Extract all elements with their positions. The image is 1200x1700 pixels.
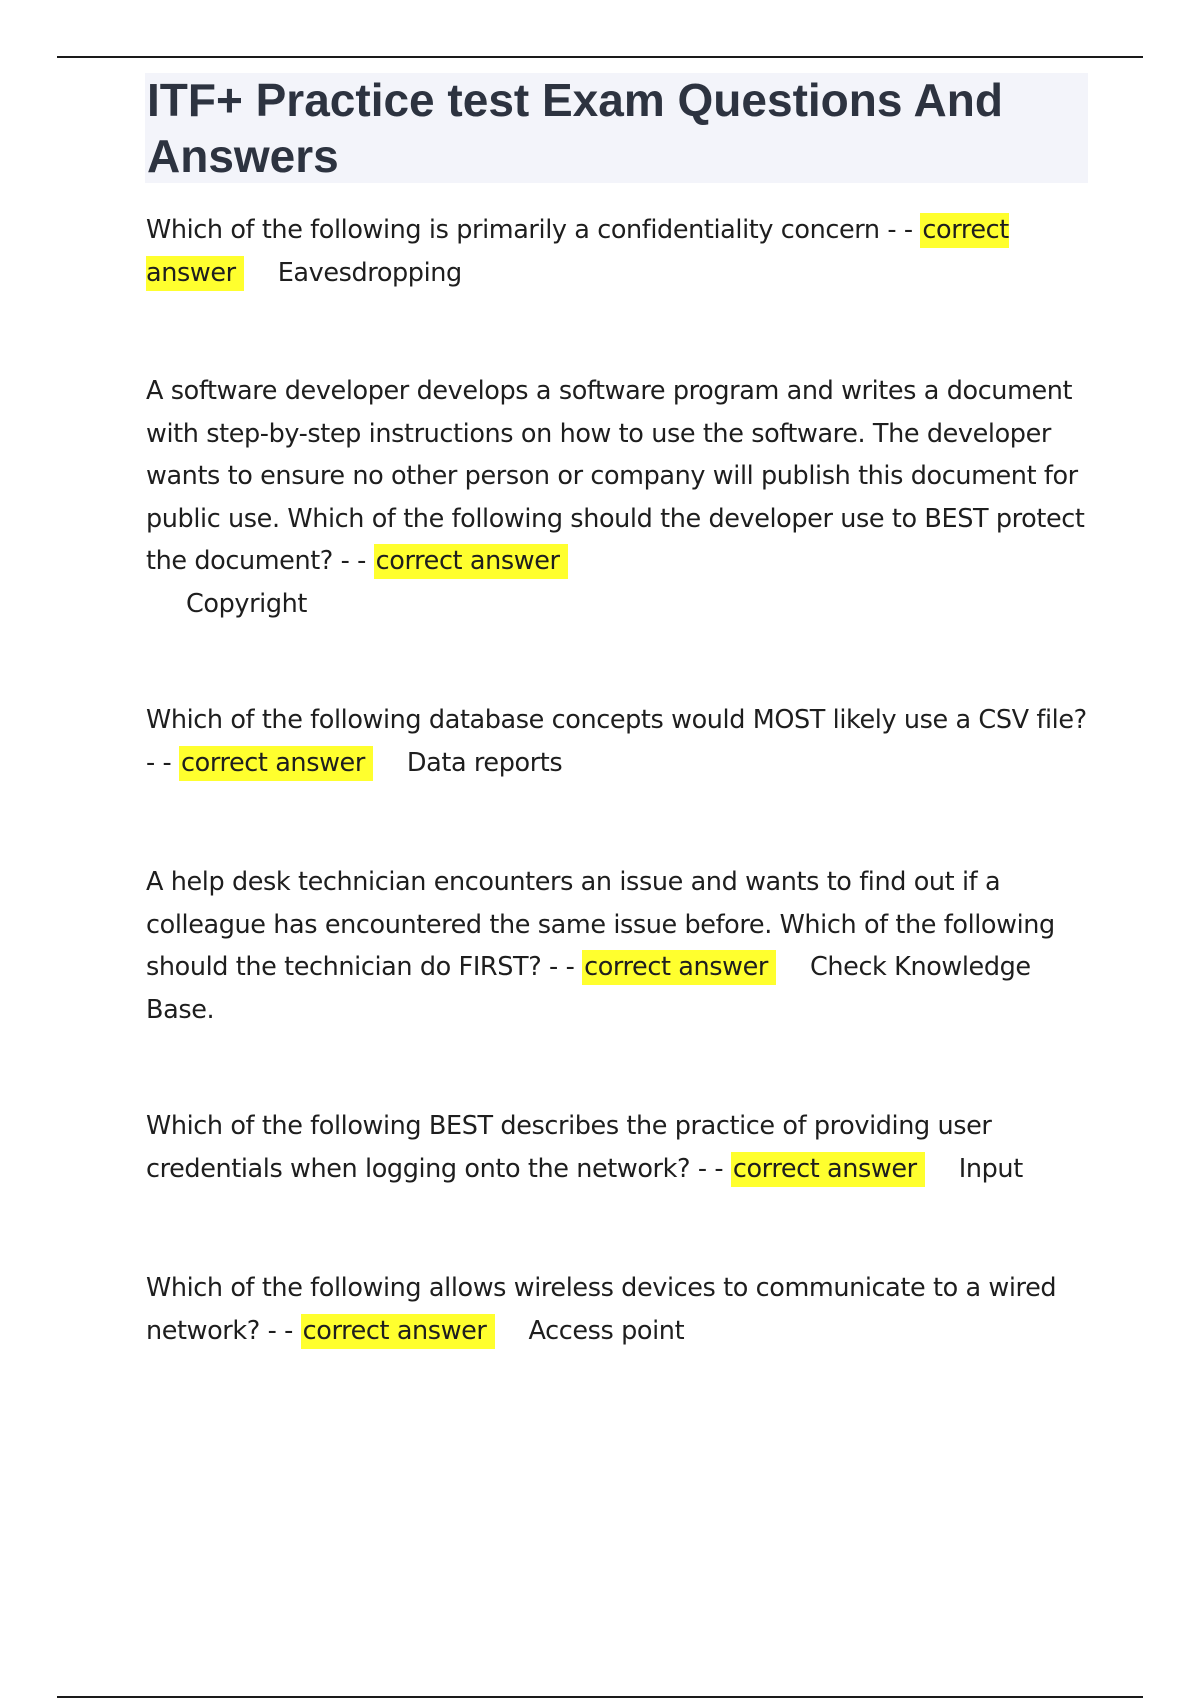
answer-text: Copyright xyxy=(186,588,307,619)
qa-item-5 xyxy=(146,1105,1096,1190)
question-text: Which of the following BEST describes the practice of providing user credentials when logging onto the network? - - xyxy=(146,1111,992,1184)
question-text: A help desk technician encounters an issue and wants to find out if a colleague has encountered the same issue before. Which of the following should the technician do FIRST? - - xyxy=(146,867,1055,982)
answer-text: Check Knowledge Base. xyxy=(146,952,1031,1025)
question-text: Which of the following database concepts would MOST likely use a CSV file? - - xyxy=(146,705,1087,778)
correct-answer-marker: correct answer xyxy=(582,950,776,985)
qa-item-6 xyxy=(146,1267,1096,1352)
bottom-rule xyxy=(57,1696,1143,1698)
answer-text: Access point xyxy=(528,1315,685,1346)
question-text: Which of the following is primarily a confidentiality concern - - xyxy=(146,215,921,245)
correct-answer-marker: correct answer xyxy=(301,1314,495,1349)
correct-answer-marker: correct answer xyxy=(179,746,373,781)
correct-answer-marker: correct answer xyxy=(146,213,1009,291)
answer-text: Data reports xyxy=(406,747,563,778)
page-title: ITF+ Practice test Exam Questions And Answers xyxy=(147,74,1003,182)
correct-answer-marker: correct answer xyxy=(374,544,568,579)
correct-answer-marker: correct answer xyxy=(731,1152,925,1187)
qa-item-1 xyxy=(146,209,1096,294)
qa-item-3 xyxy=(146,699,1096,784)
answer-text: Input xyxy=(958,1153,1023,1184)
answer-text: Eavesdropping xyxy=(277,257,462,288)
question-text: A software developer develops a software program and writes a document with step-by-step instructions on how to use the software. The developer wants to ensure no other person or company will publish this document for public use. Which of the following should the developer use to BEST protect the document? - - xyxy=(146,376,1085,576)
top-rule xyxy=(57,56,1143,58)
qa-item-4 xyxy=(146,861,1096,1031)
qa-item-2 xyxy=(146,370,1096,625)
question-text: Which of the following allows wireless devices to communicate to a wired network? - - xyxy=(146,1273,1057,1346)
